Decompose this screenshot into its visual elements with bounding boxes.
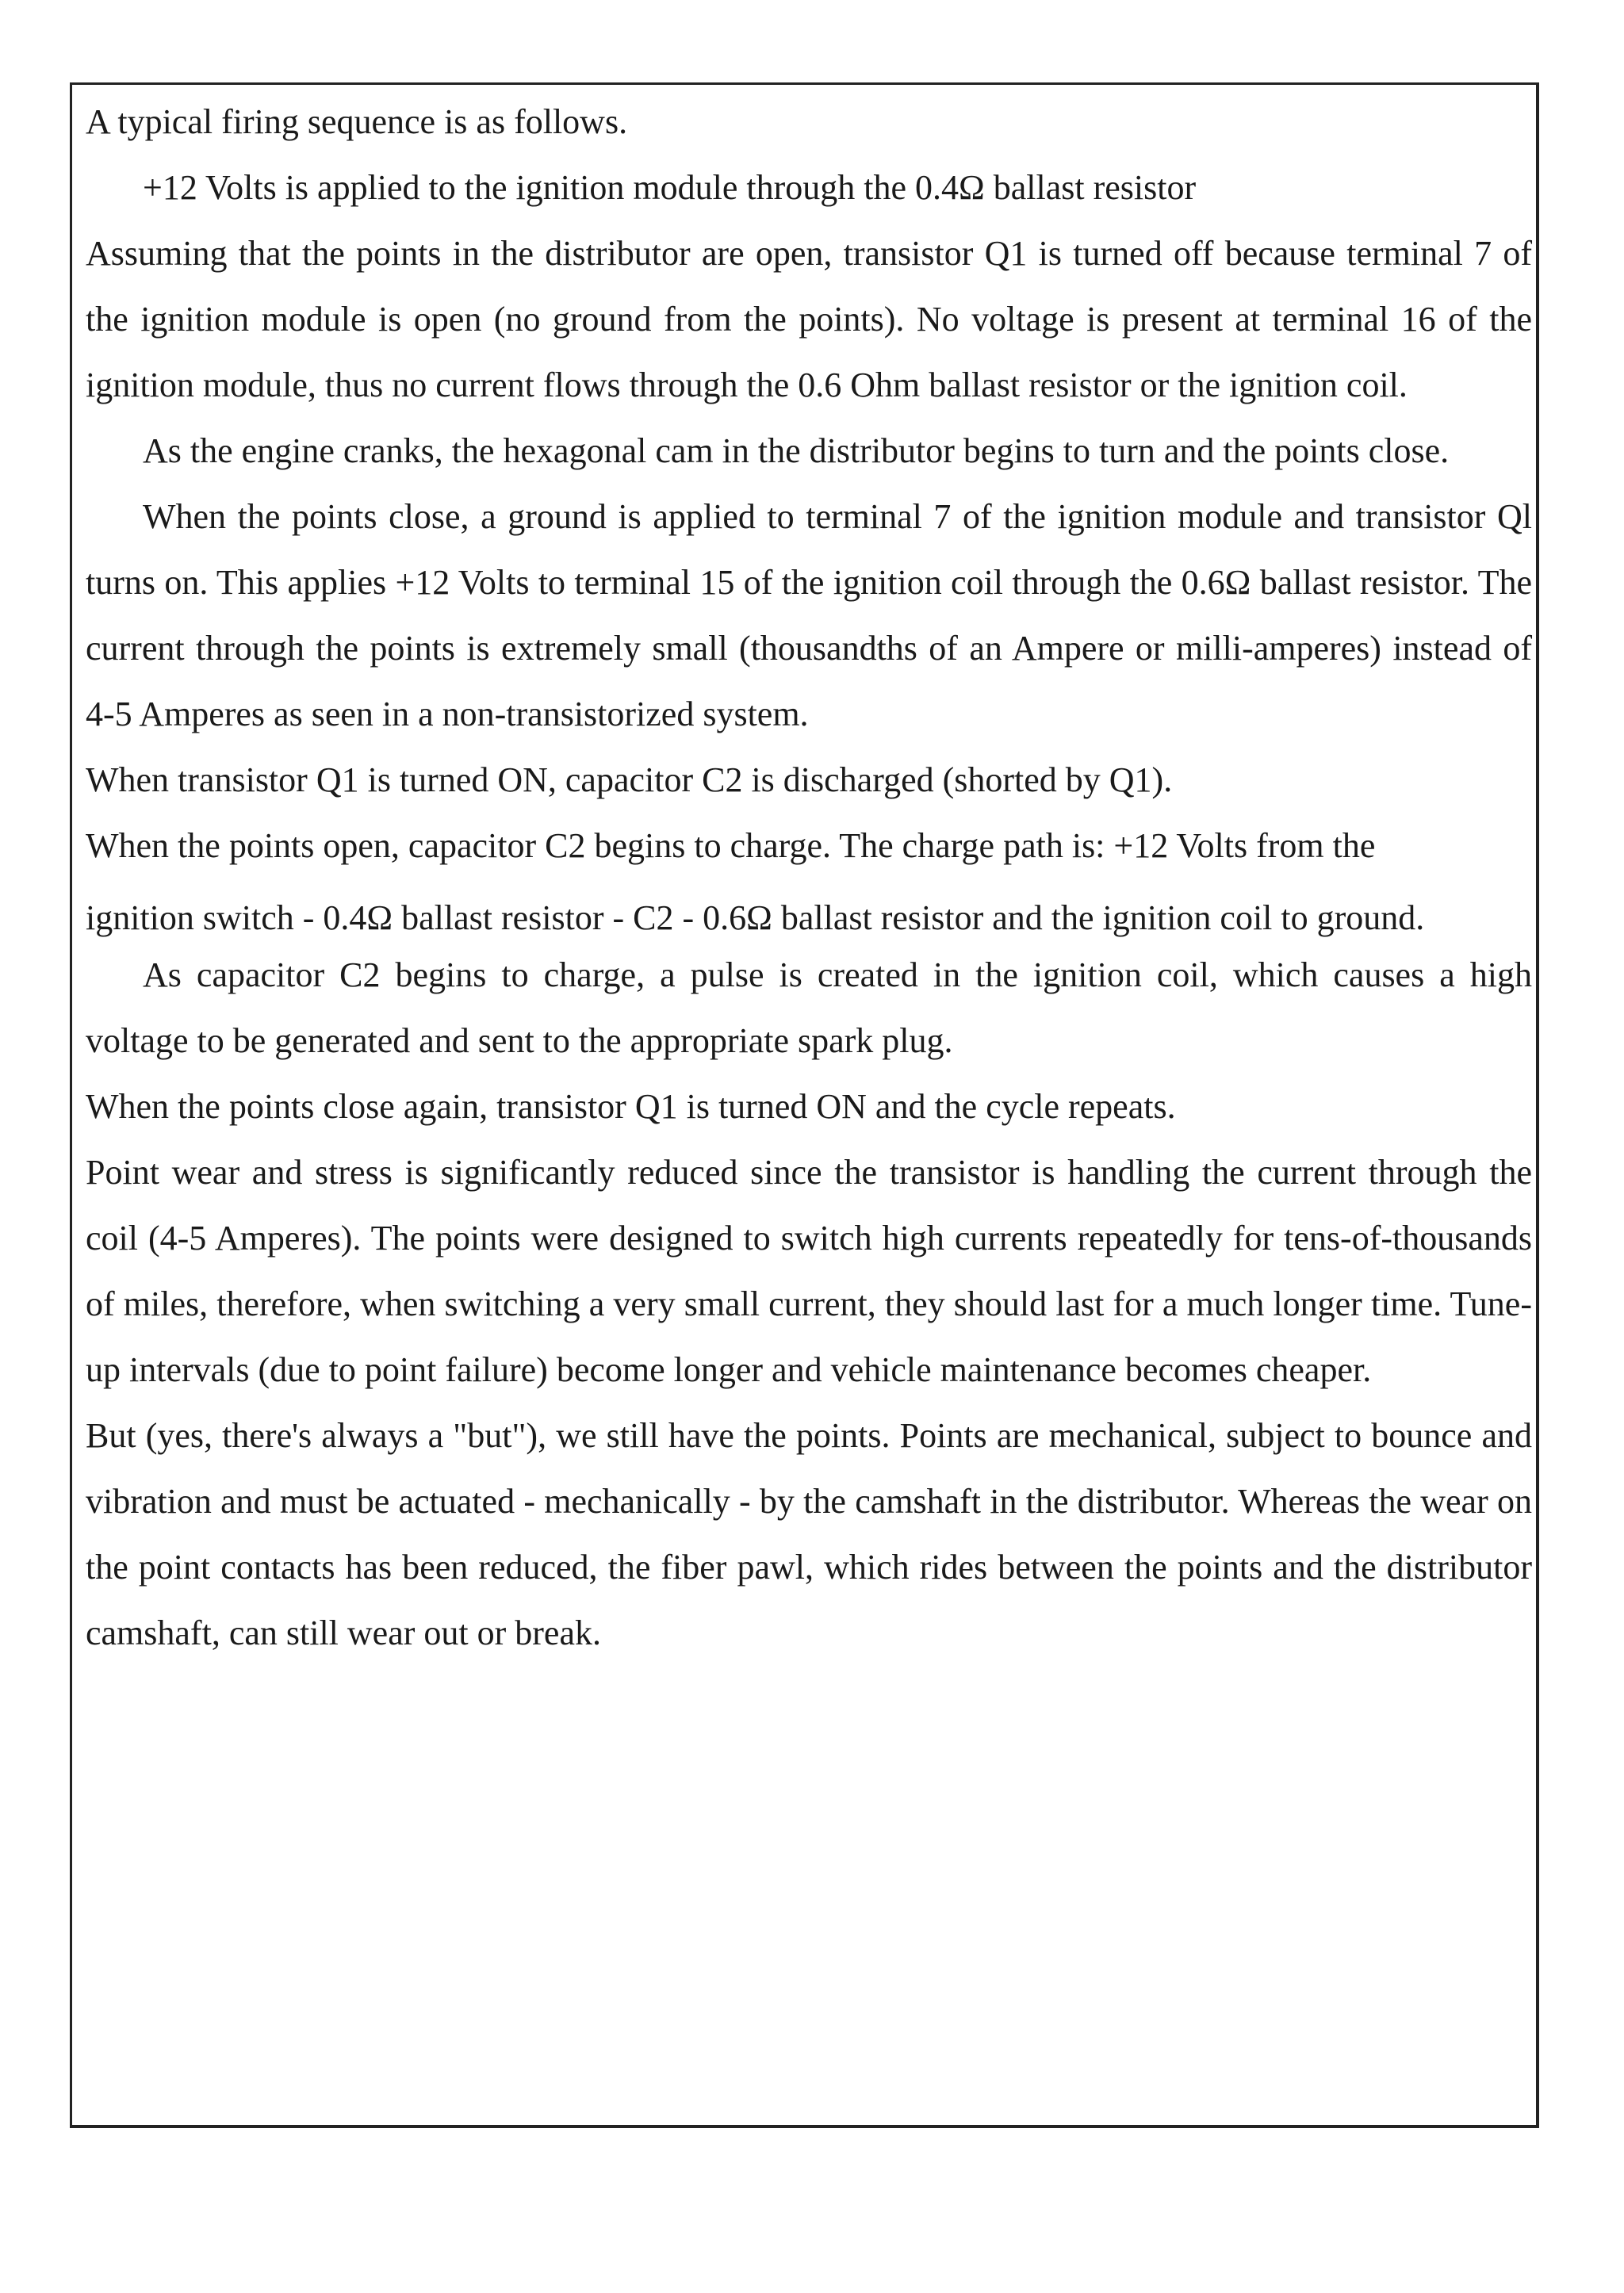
paragraph-pulse: As capacitor C2 begins to charge, a pulse is created in the ignition coil, which causes a high voltage to be generated and sent to the appropriate spark plug. [86,955,1532,1060]
paragraph-charge-path: ignition switch - 0.4Ω ballast resistor - C2 - 0.6Ω ballast resistor and the ignition coil to ground. [86,898,1425,937]
paragraph-points-open-charge: When the points open, capacitor C2 begins to charge. The charge path is: +12 Volts from the [86,826,1376,865]
paragraph-points-close: When the points close, a ground is applied to terminal 7 of the ignition module and transistor Ql turns on. This applies +12 Volts to terminal 15 of the ignition coil through the 0.6Ω ballast resistor. The current through the points is extremely small (thousandths of an Ampere or milli-amperes) instead of 4-5 Amperes as seen in a non-transistorized system. [86,497,1532,733]
paragraph-q1-on: When transistor Q1 is turned ON, capacitor C2 is discharged (shorted by Q1). [86,760,1173,799]
paragraph-intro: A typical firing sequence is as follows. [86,102,628,141]
paragraph-cycle-repeats: When the points close again, transistor Q1 is turned ON and the cycle repeats. [86,1087,1176,1126]
paragraph-points-open: Assuming that the points in the distributor are open, transistor Q1 is turned off because terminal 7 of the ignition module is open (no ground from the points). No voltage is present at terminal 16 of the ignition module, thus no current flows through the 0.6 Ohm ballast resistor or the ignition coil. [86,234,1532,404]
paragraph-engine-cranks: As the engine cranks, the hexagonal cam in the distributor begins to turn and the points close. [143,431,1450,470]
paragraph-but: But (yes, there's always a "but"), we still have the points. Points are mechanical, subject to bounce and vibration and must be actuated - mechanically - by the camshaft in the distributor. Whereas the wear on the point contacts has been reduced, the fiber pawl, which rides between the points and the distributor camshaft, can still wear out or break. [86,1416,1532,1652]
paragraph-supply: +12 Volts is applied to the ignition module through the 0.4Ω ballast resistor [143,168,1197,207]
document-body [86,89,1532,1666]
paragraph-point-wear: Point wear and stress is significantly reduced since the transistor is handling the current through the coil (4-5 Amperes). The points were designed to switch high currents repeatedly for tens-of-thousands of miles, therefore, when switching a very small current, they should last for a much longer time. Tune-up intervals (due to point failure) become longer and vehicle maintenance becomes cheaper. [86,1153,1532,1389]
